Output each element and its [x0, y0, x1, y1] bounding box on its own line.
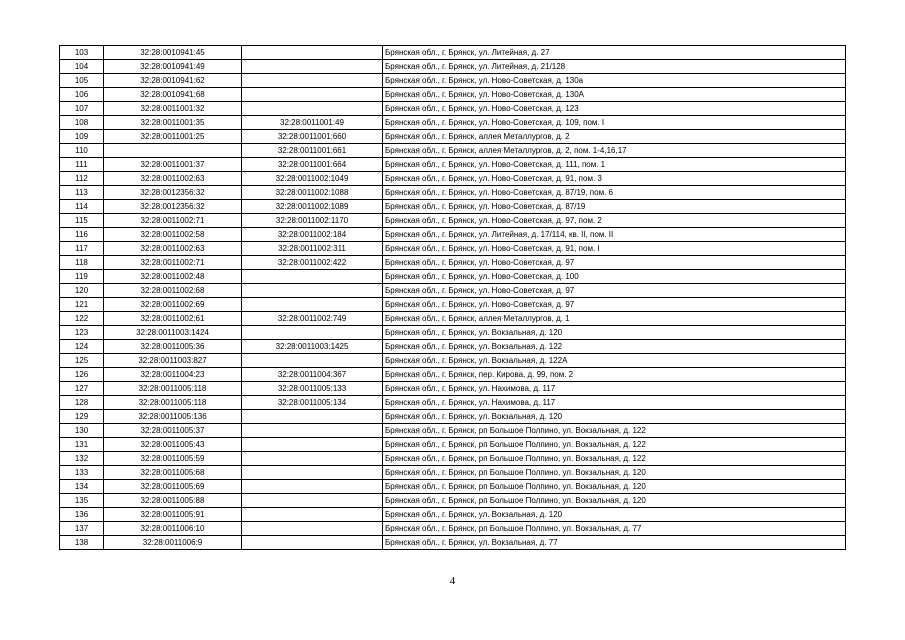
table-row [60, 410, 846, 424]
row-number-cell: 116 [60, 228, 104, 242]
row-number-cell: 111 [60, 158, 104, 172]
cadastral-number-cell: 32:28:0012356:32 [104, 186, 242, 200]
row-number-cell: 106 [60, 88, 104, 102]
cadastral-number-cell: 32:28:0011002:63 [104, 172, 242, 186]
row-number-cell: 125 [60, 354, 104, 368]
row-number-cell: 115 [60, 214, 104, 228]
row-number-cell: 123 [60, 326, 104, 340]
address-cell: Брянская обл., г. Брянск, ул. Ново-Советская, д. 87/19, пом. 6 [383, 186, 846, 200]
address-cell: Брянская обл., г. Брянск, ул. Ново-Советская, д. 87/19 [383, 200, 846, 214]
object-cadastral-number-cell [242, 298, 383, 312]
cadastral-number-cell: 32:28:0011001:37 [104, 158, 242, 172]
table-row [60, 312, 846, 326]
cadastral-number-cell: 32:28:0011005:69 [104, 480, 242, 494]
table-row [60, 228, 846, 242]
table-row [60, 172, 846, 186]
row-number-cell: 112 [60, 172, 104, 186]
cadastral-table [59, 45, 846, 550]
cadastral-number-cell: 32:28:0011004:23 [104, 368, 242, 382]
row-number-cell: 133 [60, 466, 104, 480]
address-cell: Брянская обл., г. Брянск, ул. Литейная, д. 21/128 [383, 60, 846, 74]
row-number-cell: 130 [60, 424, 104, 438]
address-cell: Брянская обл., г. Брянск, аллея Металлургов, д. 1 [383, 312, 846, 326]
address-cell: Брянская обл., г. Брянск, пер. Кирова, д. 99, пом. 2 [383, 368, 846, 382]
row-number-cell: 134 [60, 480, 104, 494]
cadastral-number-cell: 32:28:0011002:68 [104, 284, 242, 298]
cadastral-number-cell: 32:28:0011005:91 [104, 508, 242, 522]
address-cell: Брянская обл., г. Брянск, ул. Вокзальная, д. 77 [383, 536, 846, 550]
table-row [60, 326, 846, 340]
cadastral-number-cell: 32:28:0011001:25 [104, 130, 242, 144]
cadastral-number-cell: 32:28:0011005:136 [104, 410, 242, 424]
row-number-cell: 105 [60, 74, 104, 88]
row-number-cell: 128 [60, 396, 104, 410]
address-cell: Брянская обл., г. Брянск, ул. Ново-Советская, д. 130А [383, 88, 846, 102]
address-cell: Брянская обл., г. Брянск, аллея Металлургов, д. 2 [383, 130, 846, 144]
address-cell: Брянская обл., г. Брянск, рп Большое Полпино, ул. Вокзальная, д. 120 [383, 494, 846, 508]
cadastral-number-cell: 32:28:0010941:45 [104, 46, 242, 60]
address-cell: Брянская обл., г. Брянск, ул. Ново-Советская, д. 123 [383, 102, 846, 116]
table-row [60, 382, 846, 396]
cadastral-number-cell: 32:28:0011006:10 [104, 522, 242, 536]
row-number-cell: 119 [60, 270, 104, 284]
address-cell: Брянская обл., г. Брянск, ул. Ново-Советская, д. 97 [383, 298, 846, 312]
object-cadastral-number-cell: 32:28:0011002:184 [242, 228, 383, 242]
row-number-cell: 108 [60, 116, 104, 130]
table-row [60, 200, 846, 214]
address-cell: Брянская обл., г. Брянск, ул. Вокзальная, д. 120 [383, 326, 846, 340]
address-cell: Брянская обл., г. Брянск, ул. Ново-Советская, д. 130а [383, 74, 846, 88]
address-cell: Брянская обл., г. Брянск, ул. Нахимова, д. 117 [383, 382, 846, 396]
cadastral-number-cell: 32:28:0011003:1424 [104, 326, 242, 340]
cadastral-number-cell: 32:28:0010941:68 [104, 88, 242, 102]
table-row [60, 186, 846, 200]
object-cadastral-number-cell [242, 60, 383, 74]
row-number-cell: 129 [60, 410, 104, 424]
table-row [60, 522, 846, 536]
address-cell: Брянская обл., г. Брянск, ул. Вокзальная, д. 120 [383, 410, 846, 424]
table-row [60, 102, 846, 116]
address-cell: Брянская обл., г. Брянск, ул. Ново-Советская, д. 91, пом. 3 [383, 172, 846, 186]
row-number-cell: 118 [60, 256, 104, 270]
address-cell: Брянская обл., г. Брянск, ул. Ново-Советская, д. 97 [383, 256, 846, 270]
table-row [60, 452, 846, 466]
object-cadastral-number-cell [242, 494, 383, 508]
object-cadastral-number-cell [242, 102, 383, 116]
cadastral-number-cell: 32:28:0011005:118 [104, 382, 242, 396]
table-row [60, 340, 846, 354]
object-cadastral-number-cell [242, 284, 383, 298]
object-cadastral-number-cell: 32:28:0011001:664 [242, 158, 383, 172]
cadastral-number-cell: 32:28:0011003:827 [104, 354, 242, 368]
object-cadastral-number-cell [242, 354, 383, 368]
address-cell: Брянская обл., г. Брянск, рп Большое Полпино, ул. Вокзальная, д. 122 [383, 452, 846, 466]
cadastral-number-cell: 32:28:0011002:63 [104, 242, 242, 256]
row-number-cell: 124 [60, 340, 104, 354]
object-cadastral-number-cell [242, 522, 383, 536]
table-row [60, 74, 846, 88]
table-row [60, 480, 846, 494]
object-cadastral-number-cell: 32:28:0011002:422 [242, 256, 383, 270]
row-number-cell: 127 [60, 382, 104, 396]
cadastral-number-cell: 32:28:0011002:69 [104, 298, 242, 312]
object-cadastral-number-cell: 32:28:0011002:749 [242, 312, 383, 326]
table-row [60, 130, 846, 144]
table-row [60, 396, 846, 410]
address-cell: Брянская обл., г. Брянск, рп Большое Полпино, ул. Вокзальная, д. 122 [383, 424, 846, 438]
table-row [60, 438, 846, 452]
table-row [60, 466, 846, 480]
cadastral-number-cell: 32:28:0012356:32 [104, 200, 242, 214]
object-cadastral-number-cell: 32:28:0011002:311 [242, 242, 383, 256]
table-row [60, 536, 846, 550]
table-row [60, 60, 846, 74]
cadastral-number-cell: 32:28:0011002:61 [104, 312, 242, 326]
table-row [60, 88, 846, 102]
table-row [60, 214, 846, 228]
object-cadastral-number-cell: 32:28:0011005:133 [242, 382, 383, 396]
object-cadastral-number-cell: 32:28:0011002:1170 [242, 214, 383, 228]
object-cadastral-number-cell [242, 536, 383, 550]
object-cadastral-number-cell [242, 466, 383, 480]
row-number-cell: 136 [60, 508, 104, 522]
cadastral-number-cell: 32:28:0011005:118 [104, 396, 242, 410]
table-row [60, 242, 846, 256]
table-row [60, 494, 846, 508]
object-cadastral-number-cell [242, 438, 383, 452]
row-number-cell: 113 [60, 186, 104, 200]
address-cell: Брянская обл., г. Брянск, ул. Ново-Советская, д. 109, пом. I [383, 116, 846, 130]
table-row [60, 424, 846, 438]
cadastral-number-cell: 32:28:0011002:58 [104, 228, 242, 242]
row-number-cell: 135 [60, 494, 104, 508]
object-cadastral-number-cell: 32:28:0011005:134 [242, 396, 383, 410]
object-cadastral-number-cell [242, 508, 383, 522]
object-cadastral-number-cell [242, 74, 383, 88]
object-cadastral-number-cell: 32:28:0011001:660 [242, 130, 383, 144]
cadastral-number-cell: 32:28:0011002:71 [104, 256, 242, 270]
address-cell: Брянская обл., г. Брянск, ул. Нахимова, д. 117 [383, 396, 846, 410]
object-cadastral-number-cell [242, 88, 383, 102]
object-cadastral-number-cell: 32:28:0011002:1088 [242, 186, 383, 200]
object-cadastral-number-cell [242, 326, 383, 340]
object-cadastral-number-cell: 32:28:0011001:49 [242, 116, 383, 130]
object-cadastral-number-cell [242, 46, 383, 60]
object-cadastral-number-cell [242, 270, 383, 284]
address-cell: Брянская обл., г. Брянск, ул. Ново-Советская, д. 111, пом. 1 [383, 158, 846, 172]
row-number-cell: 132 [60, 452, 104, 466]
object-cadastral-number-cell [242, 424, 383, 438]
address-cell: Брянская обл., г. Брянск, ул. Ново-Советская, д. 97, пом. 2 [383, 214, 846, 228]
address-cell: Брянская обл., г. Брянск, рп Большое Полпино, ул. Вокзальная, д. 120 [383, 466, 846, 480]
table-row [60, 284, 846, 298]
address-cell: Брянская обл., г. Брянск, рп Большое Полпино, ул. Вокзальная, д. 77 [383, 522, 846, 536]
cadastral-number-cell: 32:28:0011005:36 [104, 340, 242, 354]
row-number-cell: 103 [60, 46, 104, 60]
cadastral-number-cell: 32:28:0011005:88 [104, 494, 242, 508]
row-number-cell: 117 [60, 242, 104, 256]
address-cell: Брянская обл., г. Брянск, аллея Металлургов, д. 2, пом. 1-4,16,17 [383, 144, 846, 158]
cadastral-number-cell: 32:28:0010941:49 [104, 60, 242, 74]
object-cadastral-number-cell: 32:28:0011002:1089 [242, 200, 383, 214]
row-number-cell: 104 [60, 60, 104, 74]
row-number-cell: 138 [60, 536, 104, 550]
cadastral-number-cell: 32:28:0011002:48 [104, 270, 242, 284]
table-row [60, 256, 846, 270]
object-cadastral-number-cell [242, 452, 383, 466]
row-number-cell: 107 [60, 102, 104, 116]
page-number: 4 [449, 575, 456, 587]
row-number-cell: 121 [60, 298, 104, 312]
address-cell: Брянская обл., г. Брянск, ул. Ново-Советская, д. 100 [383, 270, 846, 284]
address-cell: Брянская обл., г. Брянск, ул. Литейная, д. 17/114, кв. II, пом. II [383, 228, 846, 242]
cadastral-number-cell: 32:28:0011001:32 [104, 102, 242, 116]
table-row [60, 158, 846, 172]
object-cadastral-number-cell: 32:28:0011003:1425 [242, 340, 383, 354]
cadastral-number-cell: 32:28:0011006:9 [104, 536, 242, 550]
address-cell: Брянская обл., г. Брянск, ул. Вокзальная, д. 120 [383, 508, 846, 522]
object-cadastral-number-cell [242, 480, 383, 494]
table-row [60, 144, 846, 158]
address-cell: Брянская обл., г. Брянск, ул. Литейная, д. 27 [383, 46, 846, 60]
cadastral-number-cell: 32:28:0011002:71 [104, 214, 242, 228]
object-cadastral-number-cell [242, 410, 383, 424]
row-number-cell: 109 [60, 130, 104, 144]
address-cell: Брянская обл., г. Брянск, ул. Ново-Советская, д. 91, пом. I [383, 242, 846, 256]
object-cadastral-number-cell: 32:28:0011001:661 [242, 144, 383, 158]
row-number-cell: 126 [60, 368, 104, 382]
row-number-cell: 110 [60, 144, 104, 158]
table-row [60, 508, 846, 522]
row-number-cell: 122 [60, 312, 104, 326]
table-row [60, 354, 846, 368]
table-row [60, 298, 846, 312]
address-cell: Брянская обл., г. Брянск, рп Большое Полпино, ул. Вокзальная, д. 122 [383, 438, 846, 452]
table-body [60, 46, 846, 550]
cadastral-number-cell: 32:28:0011005:59 [104, 452, 242, 466]
table-row [60, 368, 846, 382]
object-cadastral-number-cell: 32:28:0011004:367 [242, 368, 383, 382]
address-cell: Брянская обл., г. Брянск, ул. Ново-Советская, д. 97 [383, 284, 846, 298]
row-number-cell: 131 [60, 438, 104, 452]
address-cell: Брянская обл., г. Брянск, рп Большое Полпино, ул. Вокзальная, д. 120 [383, 480, 846, 494]
table-row [60, 46, 846, 60]
table-row [60, 270, 846, 284]
cadastral-number-cell: 32:28:0011005:37 [104, 424, 242, 438]
address-cell: Брянская обл., г. Брянск, ул. Вокзальная, д. 122 [383, 340, 846, 354]
address-cell: Брянская обл., г. Брянск, ул. Вокзальная, д. 122А [383, 354, 846, 368]
row-number-cell: 114 [60, 200, 104, 214]
cadastral-number-cell: 32:28:0011001:35 [104, 116, 242, 130]
cadastral-number-cell [104, 144, 242, 158]
row-number-cell: 137 [60, 522, 104, 536]
cadastral-number-cell: 32:28:0011005:43 [104, 438, 242, 452]
row-number-cell: 120 [60, 284, 104, 298]
object-cadastral-number-cell: 32:28:0011002:1049 [242, 172, 383, 186]
cadastral-number-cell: 32:28:0011005:68 [104, 466, 242, 480]
table-row [60, 116, 846, 130]
cadastral-number-cell: 32:28:0010941:62 [104, 74, 242, 88]
